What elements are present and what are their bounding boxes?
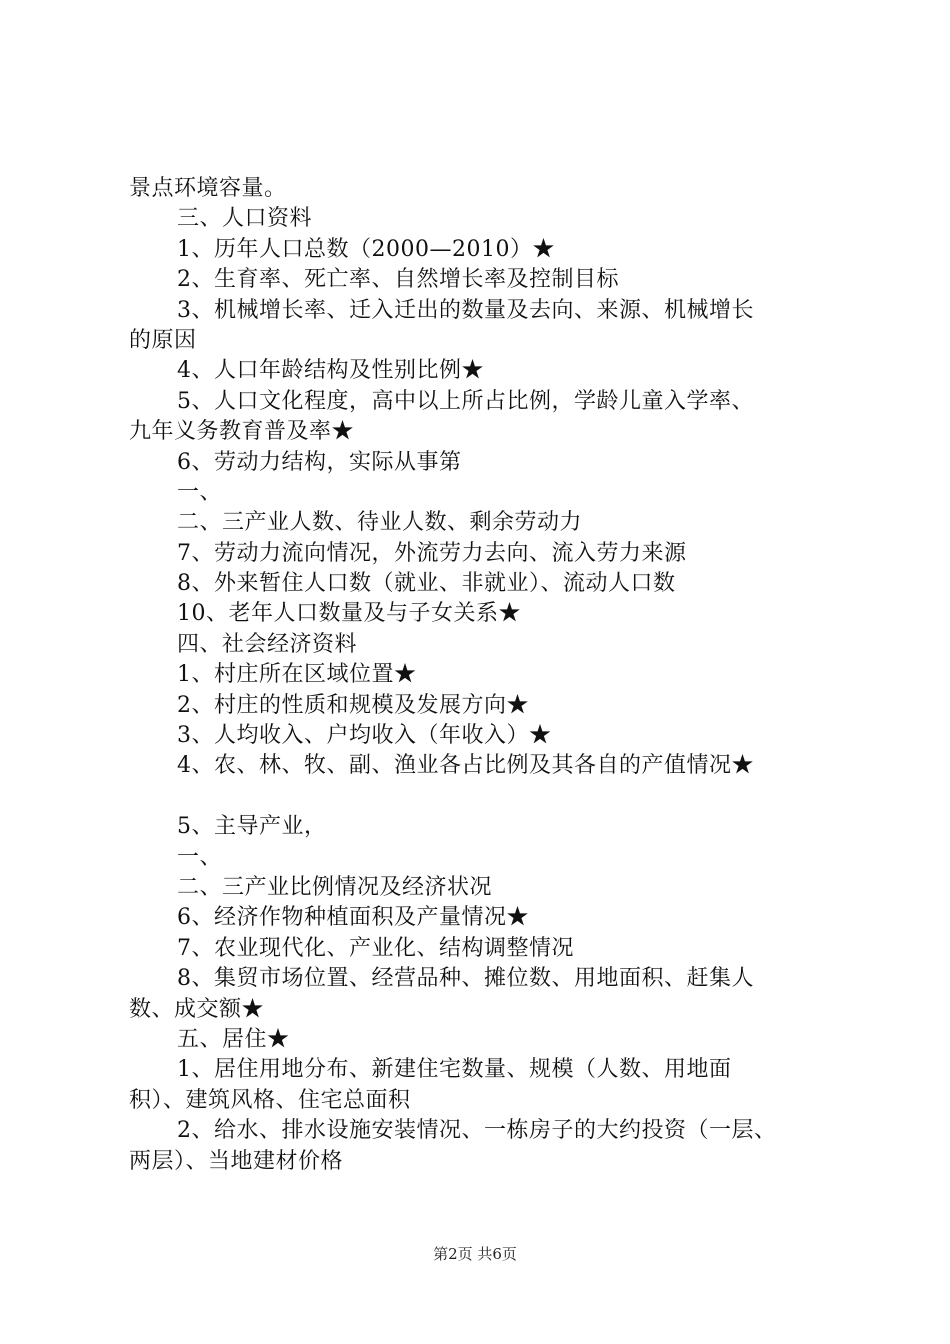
text-line: 7、农业现代化、产业化、结构调整情况	[177, 935, 574, 961]
blank-line	[129, 782, 859, 812]
text-line: 3、人均收入、户均收入（年收入）★	[177, 723, 552, 749]
text-line: 5、人口文化程度，高中以上所占比例，学龄儿童入学率、	[177, 388, 754, 414]
text-line: 积）、建筑风格、住宅总面积	[129, 1087, 411, 1113]
text-line: 4、人口年龄结构及性别比例★	[177, 358, 484, 384]
text-line: 一、	[177, 479, 223, 505]
text-line: 四、社会经济资料	[177, 631, 358, 657]
text-line: 二、三产业人数、待业人数、剩余劳动力	[177, 510, 583, 536]
text-line: 两层）、当地建材价格	[129, 1148, 344, 1174]
text-line: 3、机械增长率、迁入迁出的数量及去向、来源、机械增长	[177, 297, 754, 323]
text-line: 7、劳动力流向情况，外流劳力去向、流入劳力来源	[177, 540, 687, 566]
text-line: 10、老年人口数量及与子女关系★	[177, 601, 521, 627]
text-line: 1、村庄所在区域位置★	[177, 662, 417, 688]
text-line: 2、生育率、死亡率、自然增长率及控制目标	[177, 267, 619, 293]
text-line: 一、	[177, 844, 223, 870]
text-line: 8、集贸市场位置、经营品种、摊位数、用地面积、赶集人	[177, 966, 754, 992]
text-line: 数、成交额★	[129, 996, 265, 1022]
text-line: 1、历年人口总数（2000—2010）★	[177, 236, 555, 262]
text-line: 三、人口资料	[177, 206, 313, 232]
text-line: 2、给水、排水设施安装情况、一栋房子的大约投资（一层、	[177, 1118, 777, 1144]
text-line: 4、农、林、牧、副、渔业各占比例及其各自的产值情况★	[177, 753, 754, 779]
text-line: 6、经济作物种植面积及产量情况★	[177, 905, 529, 931]
text-line: 2、村庄的性质和规模及发展方向★	[177, 692, 529, 718]
text-line: 五、居住★	[177, 1026, 290, 1052]
text-line: 的原因	[129, 327, 197, 353]
text-line: 1、居住用地分布、新建住宅数量、规模（人数、用地面	[177, 1057, 732, 1083]
text-line: 二、三产业比例情况及经济状况	[177, 874, 493, 900]
text-line: 6、劳动力结构，实际从事第	[177, 449, 462, 475]
page-footer: 第2页 共6页	[433, 1245, 517, 1263]
text-line: 5、主导产业，	[177, 814, 327, 840]
text-line: 8、外来暂住人口数（就业、非就业）、流动人口数	[177, 571, 676, 597]
document-body	[129, 174, 859, 1177]
text-line: 景点环境容量。	[129, 176, 287, 201]
text-line: 九年义务教育普及率★	[129, 419, 355, 445]
